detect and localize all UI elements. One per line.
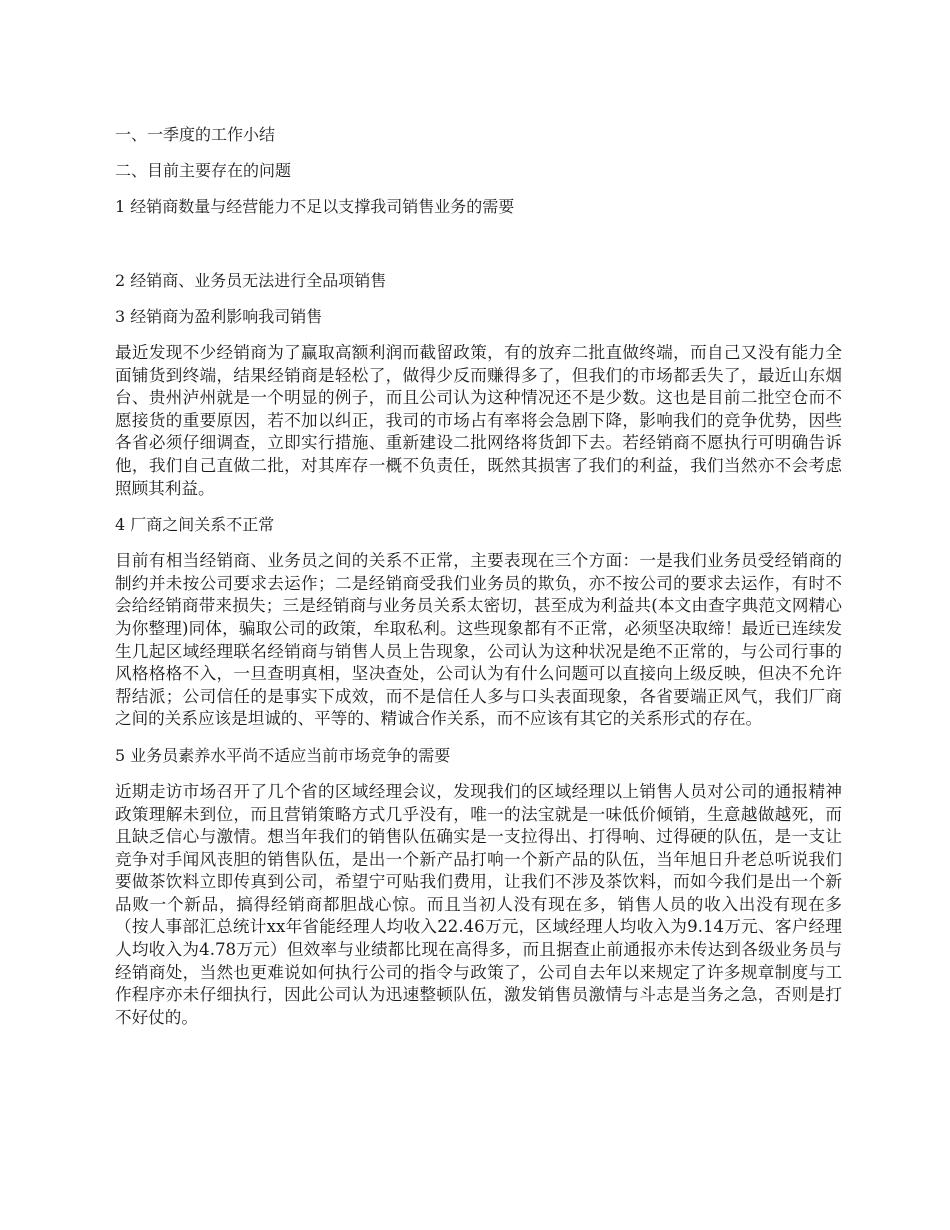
problem-heading-3: 3 经销商为盈利影响我司销售 — [115, 307, 323, 326]
document-page — [115, 124, 842, 1043]
problem-paragraph-3: 最近发现不少经销商为了赢取高额利润而截留政策，有的放弃二批直做终端，而自己又没有能力全面铺货到终端，结果经销商是轻松了，做得少反而赚得多了，但我们的市场都丢失了，最近山东烟台、贵州泸州就是一个明显的例子，而且公司认为这种情况还不是少数。这也是目前二批空仓而不愿接货的重要原因，若不加以纠正，我司的市场占有率将会急剧下降，影响我们的竞争优势，因些各省必须仔细调查，立即实行措施、重新建设二批网络将货卸下去。若经销商不愿执行可明确告诉他，我们自己直做二批，对其库存一概不负责任，既然其损害了我们的利益，我们当然亦不会考虑照顾其利益。 — [115, 343, 842, 498]
problem-heading-4: 4 厂商之间关系不正常 — [115, 515, 275, 535]
section-heading-problems: 二、目前主要存在的问题 — [115, 161, 292, 180]
section-heading-summary: 一、一季度的工作小结 — [115, 125, 276, 144]
problem-paragraph-5: 近期走访市场召开了几个省的区域经理会议，发现我们的区域经理以上销售人员对公司的通报精神政策理解未到位，而且营销策略方式几乎没有，唯一的法宝就是一味低价倾销，生意越做越死，而且缺乏信心与激情。想当年我们的销售队伍确实是一支拉得出、打得响、过得硬的队伍，是一支让竞争对手闻风丧胆的销售队伍，是出一个新产品打响一个新产品的队伍，当年旭日升老总听说我们要做茶饮料立即传真到公司，希望宁可贴我们费用，让我们不涉及茶饮料，而如今我们是出一个新品败一个新品，搞得经销商都胆战心惊。而且当初人没有现在多，销售人员的收入出没有现在多（按人事部汇总统计xx年省能经理人均收入22.46万元，区域经理人均收入为9.14万元、客户经理人均收入为4.78万元）但效率与业绩都比现在高得多，而且据查止前通报亦未传达到各级业务员与经销商处，当然也更难说如何执行公司的指令与政策了，公司自去年以来规定了许多规章制度与工作程序亦未仔细执行，因此公司认为迅速整顿队伍，激发销售员激情与斗志是当务之急，否则是打不好仗的。 — [115, 781, 842, 1027]
problem-heading-5: 5 业务员素养水平尚不适应当前市场竞争的需要 — [115, 745, 451, 765]
problem-paragraph-4: 目前有相当经销商、业务员之间的关系不正常，主要表现在三个方面：一是我们业务员受经销商的制约并未按公司要求去运作；二是经销商受我们业务员的欺负，亦不按公司的要求去运作，有时不会给经销商带来损失；三是经销商与业务员关系太密切，甚至成为利益共(本文由查字典范文网精心为你整理)同体，骗取公司的政策，牟取私利。这些现象都有不正常，必须坚决取缔！最近已连续发生几起区域经理联名经销商与销售人员上告现象，公司认为这种状况是绝不正常的，与公司行事的风格格格不入，一旦查明真相，坚决查处，公司认为有什么问题可以直接向上级反映，但决不允许帮结派；公司信任的是事实下成效，而不是信任人多与口头表面现象，各省要端正风气，我们厂商之间的关系应该是坦诚的、平等的、精诚合作关系，而不应该有其它的关系形式的存在。 — [115, 551, 842, 729]
problem-heading-1: 1 经销商数量与经营能力不足以支撑我司销售业务的需要 — [115, 197, 515, 216]
problem-heading-2: 2 经销商、业务员无法进行全品项销售 — [115, 271, 387, 290]
